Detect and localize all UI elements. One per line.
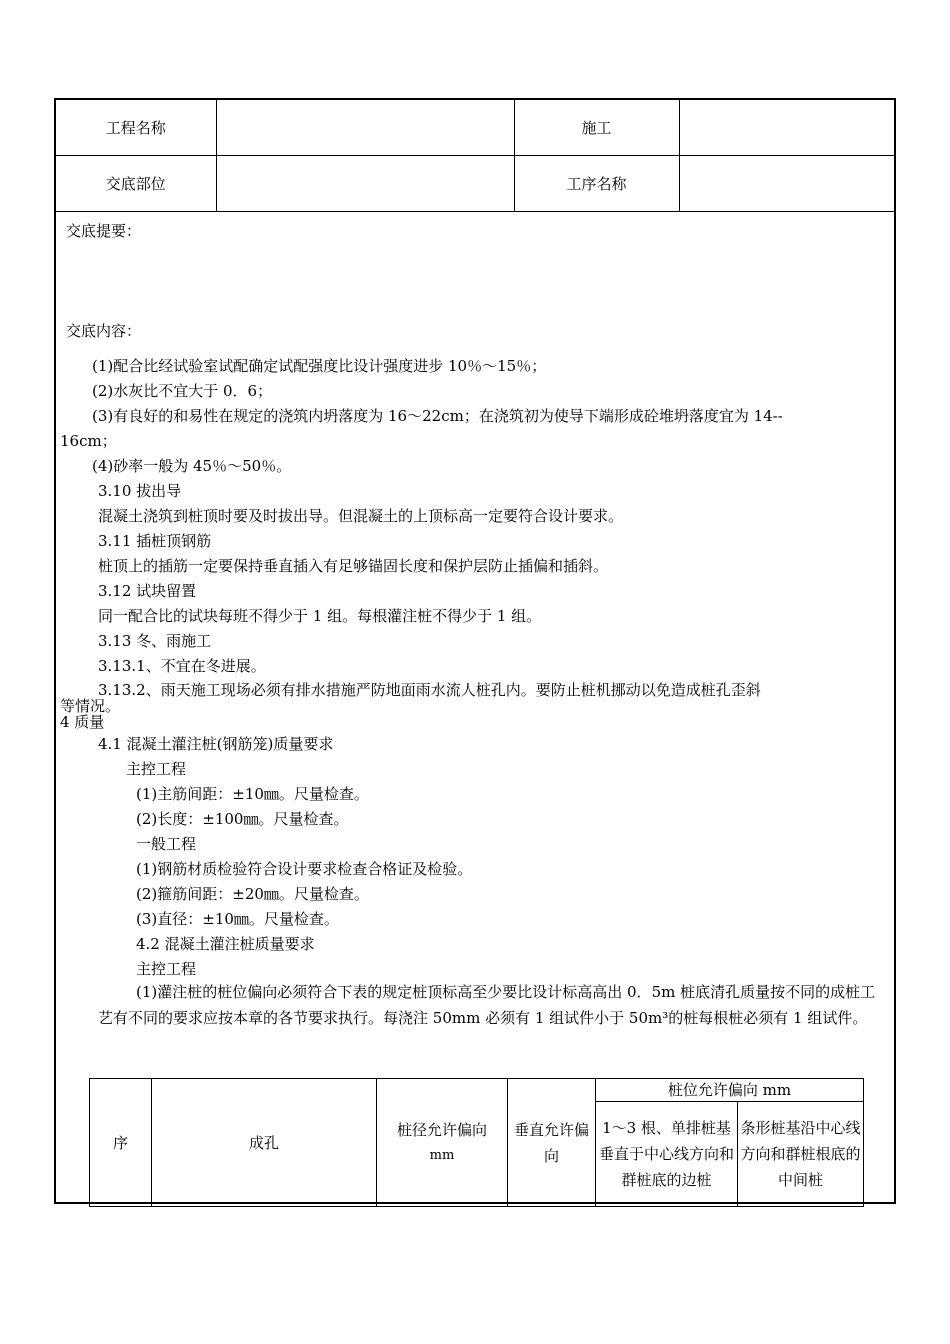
diameter-header — [377, 1079, 508, 1207]
tolerance-table — [89, 1078, 864, 1207]
section-heading: 4.2 混凝土灌注桩质量要求 — [136, 935, 315, 953]
content-line: (4)砂率一般为 45％～50％。 — [92, 457, 292, 475]
content-line: (1)配合比经试验室试配确定试配强度比设计强度进步 10％～15％； — [92, 357, 547, 375]
content-line: 3.13.2、雨天施工现场必须有排水措施严防地面雨水流人桩孔内。要防止桩机挪动以免造成桩孔歪斜 — [98, 681, 761, 699]
project-name-label: 工程名称 — [56, 100, 216, 156]
content-line: 3.13.1、不宜在冬进展。 — [98, 657, 266, 675]
content-line: 同一配合比的试块每班不得少于 1 组。每根灌注桩不得少于 1 组。 — [98, 607, 542, 625]
project-name-value[interactable] — [216, 100, 514, 156]
process-value[interactable] — [679, 156, 894, 212]
content-line: 16cm； — [60, 432, 117, 450]
hole-header: 成孔 — [152, 1079, 377, 1207]
header-table — [56, 100, 894, 212]
content-paragraph: (1)灌注桩的桩位偏向必须符合下表的规定桩顶标高至少要比设计标高高出 0．5m 桩底清孔质量按不同的成桩工艺有不同的要求应按本章的各节要求执行。每浇注 50mm 必须有 1 组试件小于 50m³的桩每根桩必须有 1 组试件。 — [98, 983, 876, 1027]
content-line: 等情况。 — [60, 697, 121, 715]
form-frame — [54, 98, 896, 1204]
construction-value[interactable] — [679, 100, 894, 156]
section-heading: 3.11 插桩顶钢筋 — [98, 532, 212, 550]
content-line: (2)水灰比不宜大于 0．6； — [92, 382, 273, 400]
summary-label: 交底提要： — [66, 222, 142, 240]
sub-heading: 主控工程 — [136, 960, 197, 978]
section-heading: 3.12 试块留置 — [98, 582, 197, 600]
position-header: 桩位允许偏向 mm — [596, 1079, 864, 1102]
section-heading: 4 质量 — [60, 713, 105, 731]
content-line: (1)主筋间距：±10㎜。尺量检查。 — [136, 785, 369, 803]
content-line: 桩顶上的插筋一定要保持垂直插入有足够锚固长度和保护层防止插偏和插斜。 — [98, 557, 609, 575]
content-line: (2)长度：±100㎜。尺量检查。 — [136, 810, 349, 828]
section-heading: 3.13 冬、雨施工 — [98, 632, 212, 650]
position-col-b: 条形桩基沿中心线方向和群桩根底的中间桩 — [738, 1102, 864, 1207]
content-line: (1)钢筋材质检验符合设计要求检查合格证及检验。 — [136, 860, 473, 878]
sub-heading: 一般工程 — [136, 835, 197, 853]
seq-header: 序 — [90, 1079, 152, 1207]
section-heading: 4.1 混凝土灌注桩(钢筋笼)质量要求 — [98, 735, 334, 753]
position-col-a: 1～3 根、单排桩基垂直于中心线方向和群桩底的边桩 — [596, 1102, 738, 1207]
content-line: 混凝土浇筑到桩顶时要及时拔出导。但混凝土的上顶标高一定要符合设计要求。 — [98, 507, 624, 525]
content-line: (3)有良好的和易性在规定的浇筑内坍落度为 16～22cm；在浇筑初为使导下端形成砼堆坍落度宜为 14-- — [92, 407, 783, 425]
content-label: 交底内容： — [66, 322, 142, 340]
construction-label: 施工 — [514, 100, 679, 156]
part-label: 交底部位 — [56, 156, 216, 212]
content-line: (3)直径：±10㎜。尺量检查。 — [136, 910, 339, 928]
diameter-label: 桩径允许偏向 — [396, 1120, 487, 1139]
sub-heading: 主控工程 — [126, 760, 187, 778]
section-heading: 3.10 拔出导 — [98, 482, 182, 500]
diameter-unit: mm — [429, 1147, 455, 1163]
part-value[interactable] — [216, 156, 514, 212]
process-label: 工序名称 — [514, 156, 679, 212]
content-line: (2)箍筋间距：±20㎜。尺量检查。 — [136, 885, 369, 903]
vertical-header: 垂直允许偏向 — [508, 1079, 596, 1207]
